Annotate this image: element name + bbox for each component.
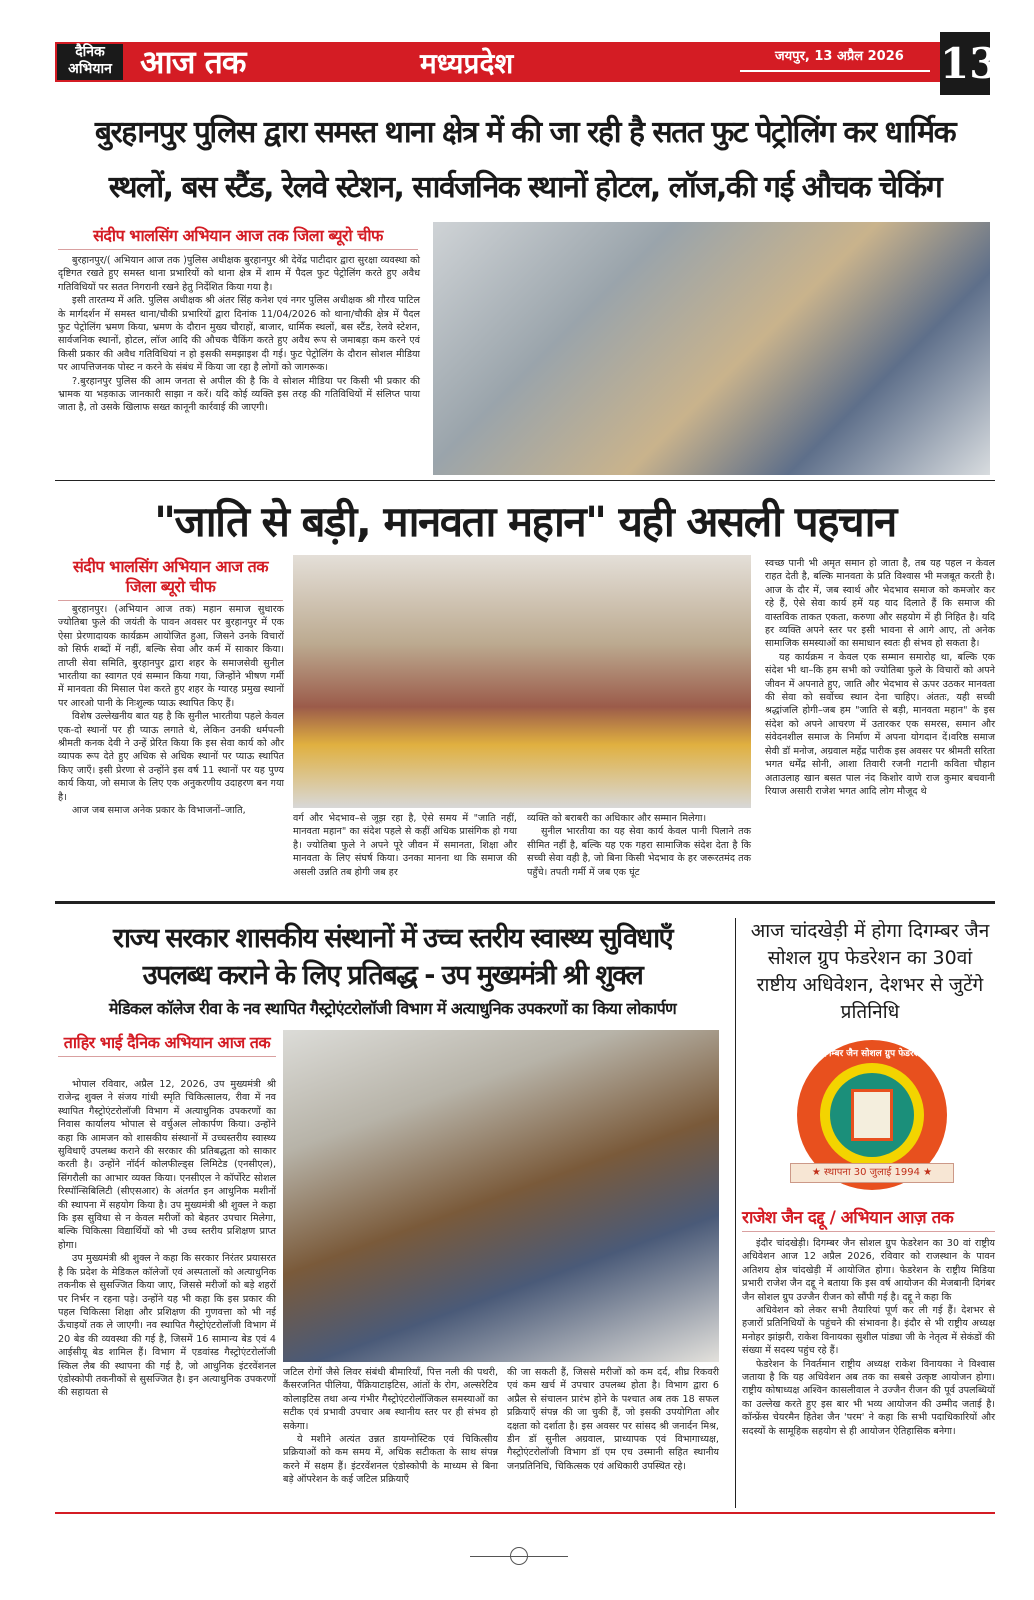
- divider: [740, 70, 930, 72]
- paragraph: ?.बुरहानपुर पुलिस की आम जनता से अपील की है कि वे सोशल मीडिया पर किसी भी प्रकार की भ्रामक या भड़काऊ जानकारी साझा न करें। यदि कोई व्यक्ति इस तरह की गतिविधियों में संलिप्त पाया जाता है, तो उसके खिलाफ सख्त कानूनी कार्रवाई की जाएगी।: [58, 375, 420, 414]
- logo-ring: [820, 1063, 924, 1167]
- bottom-rule: [55, 1512, 995, 1514]
- paragraph: भोपाल रविवार, अप्रैल 12, 2026, उप मुख्यमंत्री श्री राजेन्द्र शुक्ल ने संजय गांधी स्मृति चिकित्सालय, रीवा में नव स्थापित गैस्ट्रोएंटरोलॉजी विभाग में अत्याधुनिक उपकरणों का निवास कार्यालय भोपाल से वर्चुअल लोकार्पण किया। उन्होंने कहा कि आमजन को शासकीय संस्थानों में उच्चस्तरीय स्वास्थ्य सुविधाएँ उपलब्ध कराने की सरकार की प्रतिबद्धता को साकार करती है। उन्होंने नॉर्दर्न कोलफील्ड्स लिमिटेड (एनसीएल), सिंगरौली का आभार व्यक्त किया। एनसीएल ने कॉर्पोरेट सोशल रिस्पॉन्सिबिलिटी (सीएसआर) के अंतर्गत इन आधुनिक मशीनों की स्थापना में सहयोग किया है। उप मुख्यमंत्री श्री शुक्ल ने कहा कि इस सुविधा से न केवल मरीजों को बेहतर उपचार मिलेगा, बल्कि चिकित्सा विद्यार्थियों को भी उच्च स्तरीय प्रशिक्षण प्राप्त होगा।: [58, 1079, 276, 1251]
- headline-line-1: राज्य सरकार शासकीय संस्थानों में उच्च स्तरीय स्वास्थ्य सुविधाएँ: [112, 923, 673, 954]
- brand-logo: आज तक: [140, 43, 246, 81]
- headline-line-2: स्थलों, बस स्टैंड, रेलवे स्टेशन, सार्वजनिक स्थानों होटल, लॉज,की गई औचक चेकिंग: [108, 170, 942, 205]
- brand-line-2: अभियान: [68, 61, 112, 77]
- paragraph: फेडरेशन के निवर्तमान राष्ट्रीय अध्यक्ष राकेश विनायका ने विश्वास जताया है कि यह अधिवेशन अब तक का सबसे उत्कृष्ट आयोजन होगा। राष्ट्रीय कोषाध्यक्ष अश्विन कासलीवाल ने उज्जैन रीजन की पूर्व उपलब्धियों का उल्लेख करते हुए इस बार भी भव्य आयोजन की उम्मीद जताई है। कॉन्फ्रेंस चेयरमैन हितेश जैन 'परम' ने कहा कि सभी पदाधिकारियों और सदस्यों के सामूहिक सहयोग से ही आयोजन ऐतिहासिक बनेगा।: [742, 1358, 995, 1437]
- article-column-2: [293, 812, 517, 879]
- paragraph: यह कार्यक्रम न केवल एक सम्मान समारोह था, बल्कि एक संदेश भी था–कि हम सभी को ज्योतिबा फुले के विचारों को अपने जीवन में अपनाते हुए, जाति और भेदभाव से ऊपर उठकर मानवता की सेवा को सर्वोच्च स्थान देना चाहिए। अंततः, यही सच्ची श्रद्धांजलि होगी–जब हम "जाति से बड़ी, मानवता महान" के इस संदेश को अपने आचरण में उतारकर एक समरस, समान और संवेदनशील समाज के निर्माण में अपना योगदान दें।वरिष्ठ समाज सेवी डॉ मनोज, अग्रवाल महेंद्र पारीक इस अवसर पर श्रीमती सरिता भगत धर्मेंद्र सोनी, आशा तिवारी रजनी गटानी कविता चौहान अताउलाह खान बसत पाल नंद किशोर वाणे राज कुमार बचवानी रियाज असारी राजेश भगत आदि लोग मौजूद थे: [765, 651, 995, 797]
- headline-line-1: बुरहानपुर पुलिस द्वारा समस्त थाना क्षेत्र में की जा रही है सतत फुट पेट्रोलिंग कर धार्मिक: [94, 115, 956, 150]
- article-column-3: [507, 1366, 719, 1473]
- paragraph: इसी तारतम्य में अति. पुलिस अधीक्षक श्री अंतर सिंह कनेश एवं नगर पुलिस अधीक्षक श्री गौरव पाटिल के मार्गदर्शन में समस्त थाना/चौकी प्रभारियों द्वारा दिनांक 11/04/2026 को थाना/चौकी क्षेत्र में पैदल फुट पेट्रोलिंग भ्रमण किया, भ्रमण के दौरान मुख्य चौराहों, बाजार, धार्मिक स्थलों, बस स्टैंड, रेलवे स्टेशन, सार्वजनिक स्थानों, होटल, लॉज आदि की औचक चैकिंग करते हुए अवैध रूप से जमाबड़ा कम करने एवं किसी प्रकार की अवैध गतिविधियां न हो इसकी समझाइश दी गई। फुट पेट्रोलिंग के दौरान सोशल मीडिया पर आपत्तिजनक पोस्ट न करने के संबंध में किया जा रहा है लोगों को जागरूक।: [58, 295, 420, 374]
- article-column-2: [283, 1366, 498, 1487]
- article-column-3: [527, 812, 751, 879]
- paragraph: की जा सकती हैं, जिससे मरीजों को कम दर्द, शीघ्र रिकवरी एवं कम खर्च में उपचार उपलब्ध होता है। विभाग द्वारा 6 अप्रैल से संचालन प्रारंभ होने के पश्चात अब तक 18 सफल प्रक्रियाएँ संपन्न की जा चुकी हैं, जो इसकी उपयोगिता और दक्षता को दर्शाता है। इस अवसर पर सांसद श्री जनार्दन मिश्र, डीन डॉ सुनील अग्रवाल, प्राध्यापक एवं विभागाध्यक्ष, गैस्ट्रोएंटरोलॉजी विभाग डॉ एम एच उस्मानी सहित स्थानीय जनप्रतिनिधि, चिकित्सक एवं अधिकारी उपस्थित रहे।: [507, 1367, 719, 1472]
- logo-text: दिगम्बर जैन सोशल ग्रुप फेडरेशन: [819, 1049, 925, 1059]
- brand-logo-small: [57, 44, 123, 80]
- page-number: 13: [940, 32, 990, 95]
- article-column-1: [58, 1078, 276, 1400]
- paragraph: उप मुख्यमंत्री श्री शुक्ल ने कहा कि सरकार निरंतर प्रयासरत है कि प्रदेश के मेडिकल कॉलेजों एवं अस्पतालों को अत्याधुनिक तकनीक से सुसज्जित किया जाए, जिससे मरीजों को बड़े शहरों पर निर्भर न रहना पड़े। उन्होंने यह भी कहा कि इस प्रकार की पहल चिकित्सा शिक्षा और प्रशिक्षण की गुणवत्ता को भी नई ऊँचाइयों तक ले जाएगी। नव स्थापित गैस्ट्रोएंटरोलॉजी विभाग में 20 बेड की व्यवस्था की गई है, जिसमें 16 सामान्य बेड एवं 4 आईसीयू बेड शामिल हैं। विभाग में एडवांस्ड गैस्ट्रोएंटरोलॉजी स्किल लैब की स्थापना की गई है, जो आधुनिक इंटरवेंशनल एंडोस्कोपी तकनीकों से सुसज्जित है। इन अत्याधुनिक उपकरणों की सहायता से: [58, 1253, 276, 1399]
- paragraph: जटिल रोगों जैसे लिवर संबंधी बीमारियाँ, पित्त नली की पथरी, कैंसरजनित पीलिया, पैंक्रियाटाइटिस, आंतों के रोग, अल्सरेटिव कोलाइटिस तथा अन्य गंभीर गैस्ट्रोएंटरोलॉजिकल समस्याओं का सटीक एवं प्रभावी उपचार अब स्थानीय स्तर पर ही संभव हो सकेगा।: [283, 1367, 498, 1432]
- brand-line-1: दैनिक: [75, 44, 105, 60]
- byline: संदीप भालसिंग अभियान आज तक जिला ब्यूरो चीफ: [58, 557, 283, 601]
- paragraph: विशेष उल्लेखनीय बात यह है कि सुनील भारतीया पहले केवल एक-दो स्थानों पर ही प्याऊ लगाते थे, लेकिन उनकी धर्मपत्नी श्रीमती कनक देवी ने उन्हें प्रेरित किया कि इस सेवा कार्य को और व्यापक रूप देते हुए अधिक से अधिक स्थानों पर प्याऊ स्थापित किए जाएँ। इसी प्रेरणा से उन्होंने इस वर्ष 11 स्थानों पर यह पुण्य कार्य किया, जो समाज के लिए एक अनुकरणीय उदाहरण बन गया है।: [58, 711, 284, 803]
- paragraph: इंदौर चांदखेड़ी। दिगम्बर जैन सोशल ग्रुप फेडरेशन का 30 वां राष्ट्रीय अधिवेशन आज 12 अप्रैल 2026, रविवार को राजस्थान के पावन अतिशय क्षेत्र चांदखेड़ी में आयोजित होगा। फेडरेशन के राष्ट्रीय मिडिया प्रभारी राजेश जैन दद्दू ने बताया कि इस वर्ष आयोजन की मेजबानी दिगंबर जैन सोशल ग्रुप उज्जैन रीजन को सौंपी गई है। दद्दू ने कहा कि: [742, 1238, 995, 1303]
- byline: ताहिर भाई दैनिक अभियान आज तक: [58, 1033, 276, 1057]
- logo-ribbon: ★ स्थापना 30 जुलाई 1994 ★: [790, 1163, 954, 1183]
- article-body: [58, 254, 420, 415]
- paragraph: आज जब समाज अनेक प्रकार के विभाजनों–जाति,: [72, 805, 246, 817]
- paragraph: वर्ग और भेदभाव–से जूझ रहा है, ऐसे समय में "जाति नहीं, मानवता महान" का संदेश पहले से कहीं अधिक प्रासंगिक हो गया है। ज्योतिबा फुले ने अपने पूरे जीवन में समानता, शिक्षा और मानवता के लिए संघर्ष किया। उनका मानना था कि समाज की असली उन्नति तब होगी जब हर: [293, 813, 517, 878]
- video-conference-photo: [283, 1030, 719, 1362]
- paragraph: ये मशीने अत्यंत उन्नत डायग्नोस्टिक एवं चिकित्सीय प्रक्रियाओं को कम समय में, अधिक सटीकता के साथ संपन्न करने में सक्षम हैं। इंटरवेंशनल एंडोस्कोपी के माध्यम से बिना बड़े ऑपरेशन के कई जटिल प्रक्रियाएँ: [283, 1434, 498, 1486]
- column-divider: [735, 918, 736, 1508]
- paragraph: बुरहानपुर। (अभियान आज तक) महान समाज सुधारक ज्योतिबा फुले की जयंती के पावन अवसर पर बुरहानपुर में एक ऐसा प्रेरणादायक कार्यक्रम आयोजित हुआ, जिसने उनके विचारों को सिर्फ शब्दों में नहीं, बल्कि सेवा और कर्म में साकार किया। ताप्ती सेवा समिति, बुरहानपुर द्वारा शहर के समाजसेवी सुनील भारतीया का स्वागत एवं सम्मान किया गया, जिन्होंने भीषण गर्मी में मानवता की मिसाल पेश करते हुए शहर के ग्यारह प्रमुख स्थानों पर आरओ पानी के निःशुल्क प्याऊ स्थापित किए हैं।: [58, 604, 284, 709]
- headline: आज चांदखेड़ी में होगा दिगम्बर जैन सोशल ग्रुप फेडरेशन का 30वां राष्टीय अधिवेशन, देशभर से जुटेंगे प्रतिनिधि: [750, 920, 990, 1023]
- edition-date: जयपुर, 13 अप्रैल 2026: [775, 49, 904, 64]
- divider: [55, 480, 995, 481]
- article-column-4: [765, 557, 995, 798]
- paragraph: व्यक्ति को बराबरी का अधिकार और सम्मान मिलेगा।: [527, 813, 707, 824]
- headline: "जाति से बड़ी, मानवता महान" यही असली पहचान: [154, 497, 896, 546]
- subheadline: मेडिकल कॉलेज रीवा के नव स्थापित गैस्ट्रोएंटरोलॉजी विभाग में अत्याधुनिक उपकरणों का किया लोकार्पण: [108, 999, 677, 1018]
- paragraph: अधिवेशन को लेकर सभी तैयारियां पूर्ण कर ली गई हैं। देशभर से हजारों प्रतिनिधियों के पहुंचने की संभावना है। इंदौर से भी राष्ट्रीय अध्यक्ष मनोहर झांझरी, राकेश विनायका सुशील पांड्या जी के नेतृत्व में सेकंडों की संख्या में सदस्य पहुंच रहे हैं।: [742, 1305, 995, 1357]
- paragraph: स्वच्छ पानी भी अमृत समान हो जाता है, तब यह पहल न केवल राहत देती है, बल्कि मानवता के प्रति विश्वास भी मजबूत करती है। आज के दौर में, जब स्वार्थ और भेदभाव समाज को कमजोर कर रहे हैं, ऐसे सेवा कार्य हमें यह याद दिलाते हैं कि समाज की वास्तविक ताकत एकता, करुणा और सहयोग में ही निहित है। यदि हर व्यक्ति अपने स्तर पर इसी भावना से आगे आए, तो अनेक सामाजिक समस्याओं का समाधान स्वतः ही संभव हो सकता है।: [765, 558, 995, 650]
- section-title: मध्यप्रदेश: [420, 47, 514, 80]
- article-column-1: [58, 603, 284, 818]
- byline: संदीप भालसिंग अभियान आज तक जिला ब्यूरो चीफ: [58, 226, 418, 250]
- felicitation-group-photo: [293, 555, 751, 808]
- byline: राजेश जैन दद्दू / अभियान आज़ तक: [742, 1208, 995, 1232]
- headline-line-2: उपलब्ध कराने के लिए प्रतिबद्ध - उप मुख्यमंत्री श्री शुक्ल: [142, 960, 643, 991]
- paragraph: सुनील भारतीया का यह सेवा कार्य केवल पानी पिलाने तक सीमित नहीं है, बल्कि यह एक गहरा सामाजिक संदेश देता है कि सच्ची सेवा वही है, जो बिना किसी भेदभाव के हर जरूरतमंद तक पहुँचे। तपती गर्मी में जब एक घूंट: [527, 826, 751, 878]
- divider: [55, 901, 995, 904]
- article-body: [742, 1237, 995, 1438]
- police-checking-photo: [433, 222, 990, 475]
- logo-emblem: [851, 1089, 893, 1141]
- registration-line: [470, 1556, 568, 1557]
- logo-ring-inner: [830, 1073, 914, 1157]
- paragraph: बुरहानपुर/( अभियान आज तक )पुलिस अधीक्षक बुरहानपुर श्री देवेंद्र पाटीदार द्वारा सुरक्षा व्यवस्था को दृष्टिगत रखते हुए समस्त थाना प्रभारियों को थाना क्षेत्र में शाम में पैदल फुट पेट्रोलिंग करते हुए अवैध गतिविधियों पर सतत निगरानी रखने हेतु निर्देशित किया गया है।: [58, 255, 420, 293]
